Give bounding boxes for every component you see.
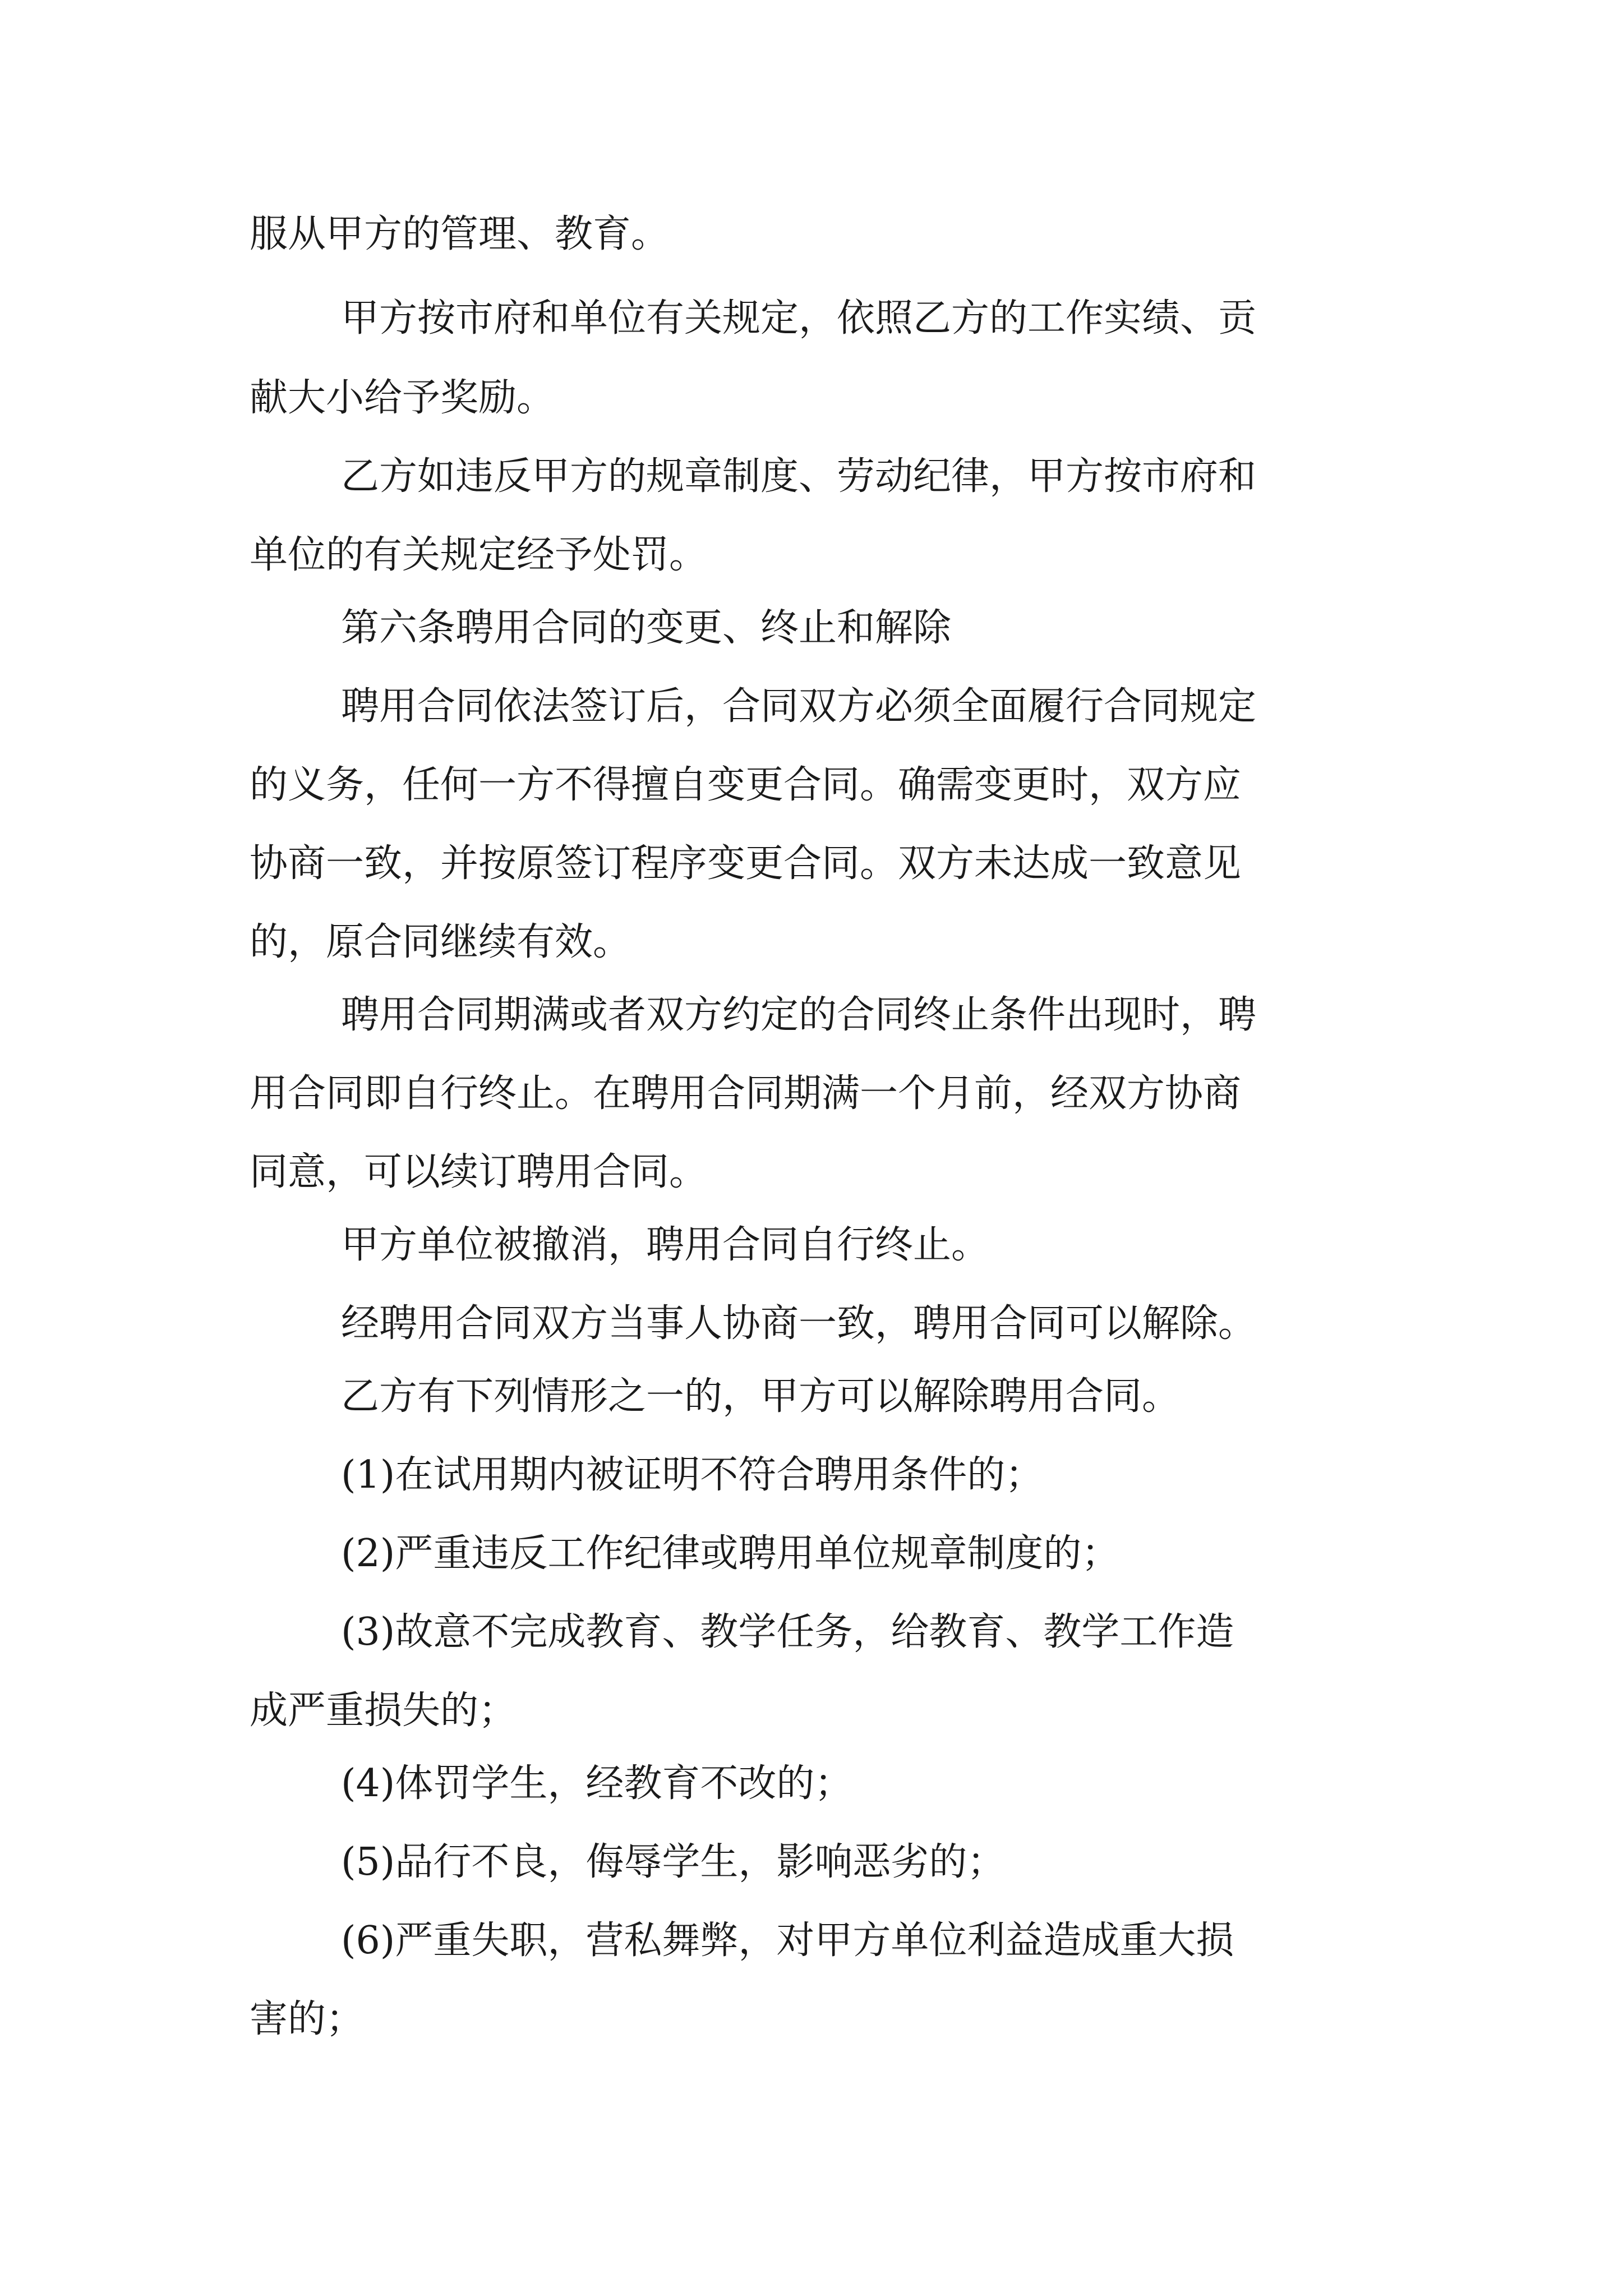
text-line: 聘用合同期满或者双方约定的合同终止条件出现时，聘	[341, 993, 1257, 1037]
list-item: (6)严重失职，营私舞弊，对甲方单位利益造成重大损	[341, 1918, 1234, 1963]
text-line: 聘用合同依法签订后，合同双方必须全面履行合同规定	[341, 684, 1257, 729]
text-line: 甲方单位被撤消，聘用合同自行终止。	[341, 1223, 990, 1267]
list-item: (2)严重违反工作纪律或聘用单位规章制度的；	[341, 1531, 1120, 1576]
text-line: 的义务，任何一方不得擅自变更合同。确需变更时，双方应	[250, 763, 1242, 807]
text-line: 乙方有下列情形之一的，甲方可以解除聘用合同。	[341, 1374, 1181, 1419]
text-line: 甲方按市府和单位有关规定，依照乙方的工作实绩、贡	[341, 296, 1257, 341]
text-line: 经聘用合同双方当事人协商一致，聘用合同可以解除。	[341, 1301, 1257, 1346]
text-line: 害的；	[250, 1997, 365, 2041]
text-line: 协商一致，并按原签订程序变更合同。双方未达成一致意见	[250, 841, 1242, 886]
list-item: (1)在试用期内被证明不符合聘用条件的；	[341, 1453, 1044, 1497]
text-line: 献大小给予奖励。	[250, 376, 555, 420]
list-item: (3)故意不完成教育、教学任务，给教育、教学工作造	[341, 1610, 1234, 1654]
text-line: 成严重损失的；	[250, 1688, 517, 1733]
text-line: 服从甲方的管理、教育。	[250, 212, 670, 256]
section-heading: 第六条聘用合同的变更、终止和解除	[341, 606, 952, 650]
list-item: (4)体罚学生，经教育不改的；	[341, 1761, 853, 1806]
text-line: 乙方如违反甲方的规章制度、劳动纪律，甲方按市府和	[341, 454, 1257, 499]
text-line: 同意，可以续订聘用合同。	[250, 1150, 708, 1194]
text-line: 单位的有关规定经予处罚。	[250, 533, 708, 577]
text-line: 用合同即自行终止。在聘用合同期满一个月前，经双方协商	[250, 1071, 1242, 1116]
text-line: 的，原合同继续有效。	[250, 920, 631, 964]
list-item: (5)品行不良，侮辱学生，影响恶劣的；	[341, 1840, 1006, 1884]
